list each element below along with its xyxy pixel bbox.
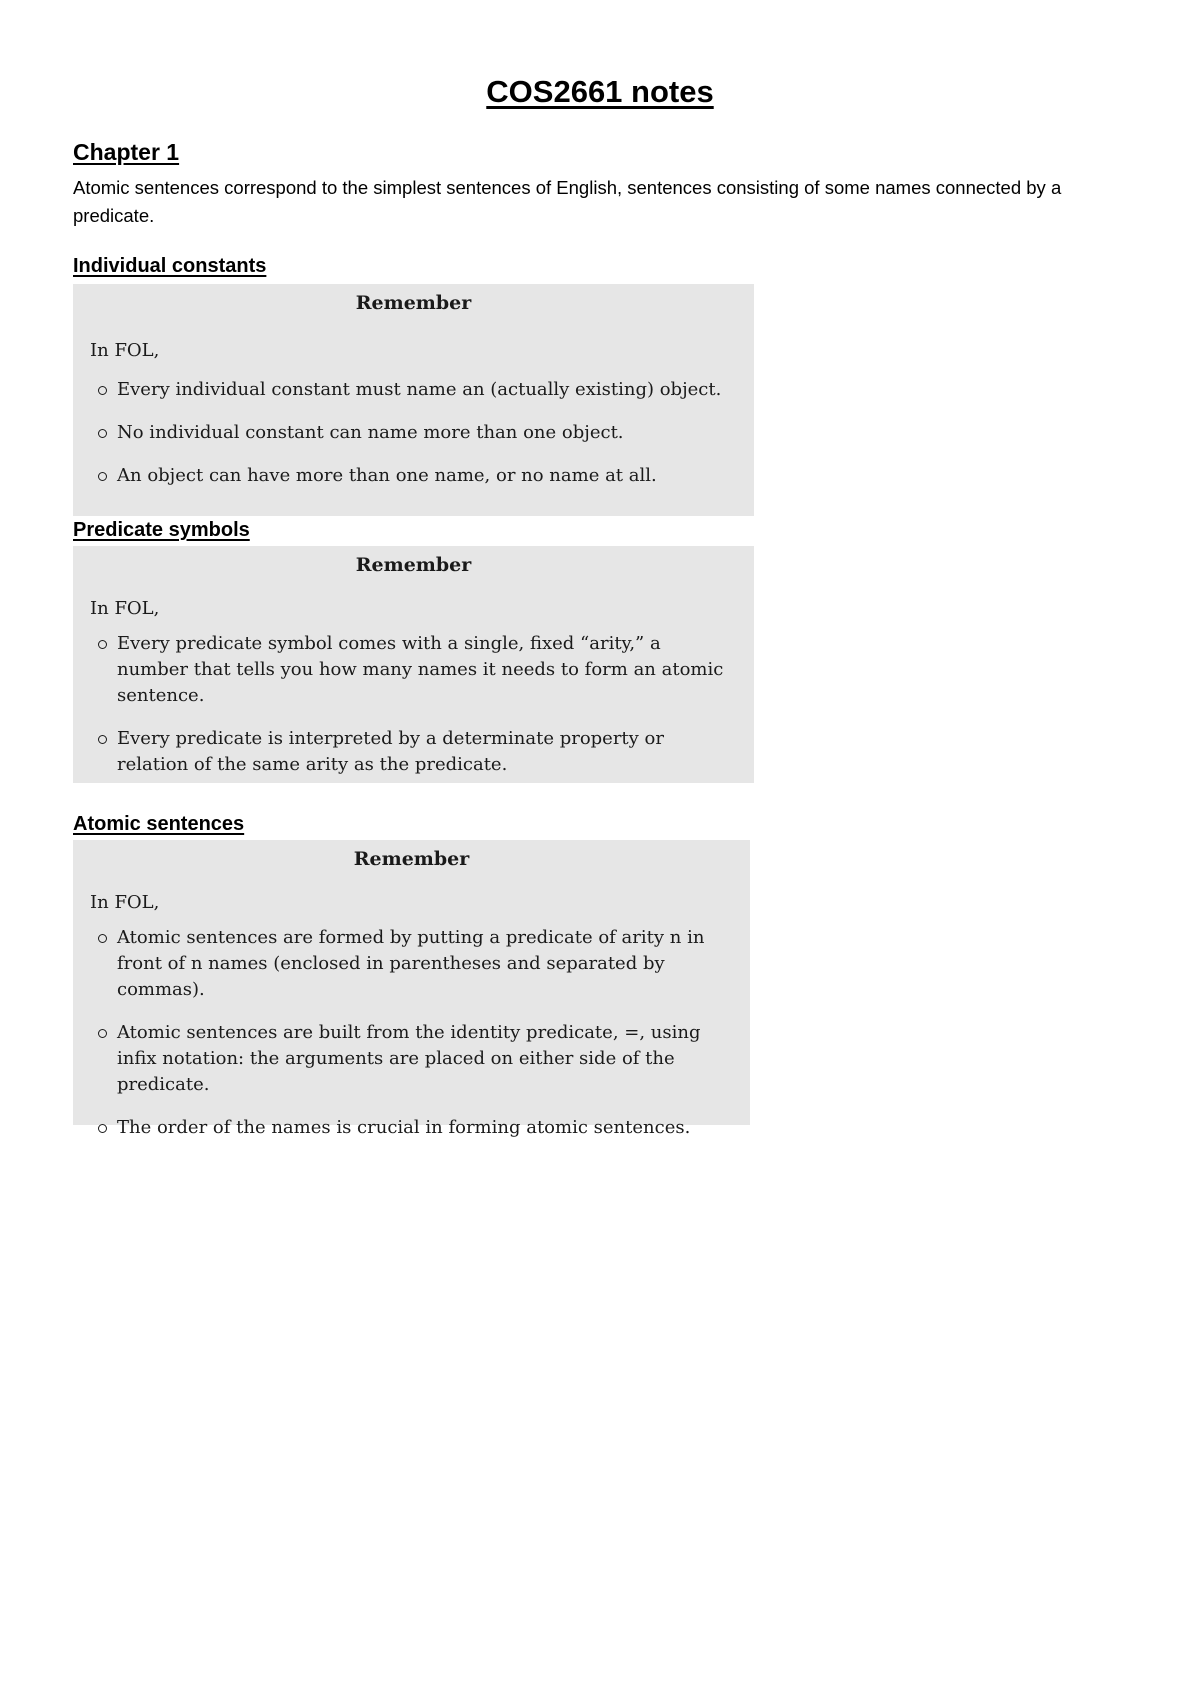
section-heading-predicate-symbols: Predicate symbols (73, 519, 250, 541)
intro-paragraph: Atomic sentences correspond to the simplest sentences of English, sentences consisting of some names connected by a predicate. (73, 177, 1062, 226)
list-item: The order of the names is crucial in forming atomic sentences. (98, 1115, 732, 1141)
remember-title: Remember (353, 848, 470, 870)
list-item: Every predicate symbol comes with a single, fixed “arity,” a number that tells you how many names it needs to form an atomic sentence. (98, 631, 736, 709)
list-item: No individual constant can name more than one object. (98, 420, 736, 446)
list-item: Every individual constant must name an (actually existing) object. (98, 377, 736, 403)
section-heading-individual-constants: Individual constants (73, 255, 267, 277)
list-item: An object can have more than one name, or no name at all. (98, 463, 736, 489)
remember-title: Remember (355, 554, 472, 576)
chapter-heading: Chapter 1 (73, 139, 180, 165)
remember-box-individual-constants (73, 284, 754, 516)
page-title: COS2661 notes (486, 74, 714, 109)
remember-list (73, 631, 754, 778)
list-item: Atomic sentences are formed by putting a predicate of arity n in front of n names (enclosed in parentheses and separated by commas). (98, 925, 732, 1003)
list-item: Every predicate is interpreted by a determinate property or relation of the same arity as the predicate. (98, 726, 736, 778)
section-heading-atomic-sentences: Atomic sentences (73, 813, 245, 835)
remember-list (73, 925, 750, 1141)
list-item: Atomic sentences are built from the identity predicate, =, using infix notation: the arguments are placed on either side of the predicate. (98, 1020, 732, 1098)
remember-intro: In FOL, (90, 340, 160, 361)
remember-intro: In FOL, (90, 892, 160, 913)
remember-intro: In FOL, (90, 598, 160, 619)
remember-box-atomic-sentences (73, 840, 750, 1138)
remember-list (73, 377, 754, 489)
remember-box-predicate-symbols (73, 546, 754, 783)
remember-title: Remember (355, 292, 472, 314)
